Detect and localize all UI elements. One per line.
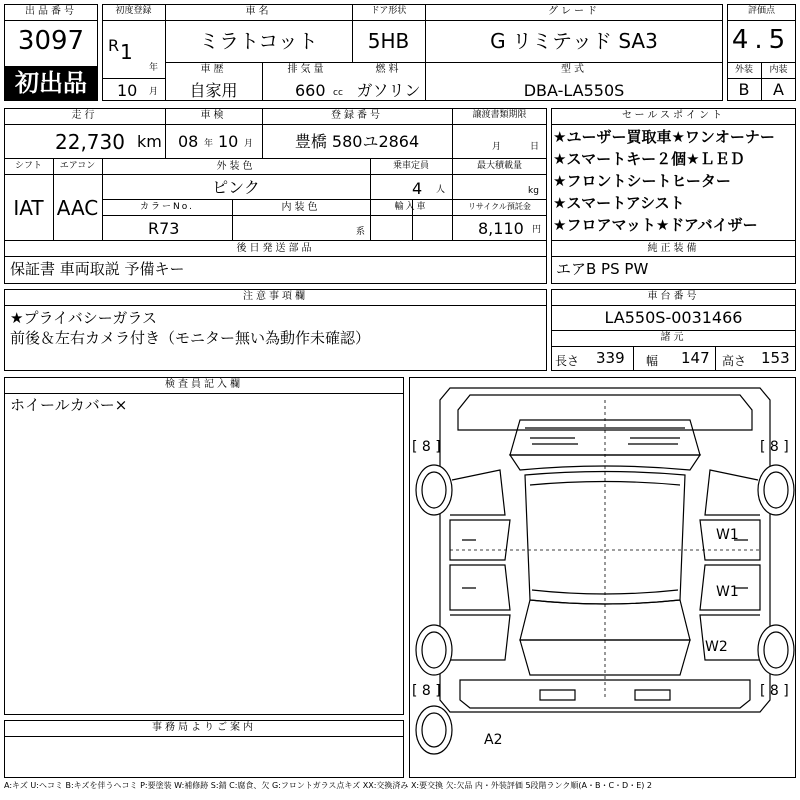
- lot-number: 3097: [17, 26, 85, 56]
- int-color-suffix: 系: [356, 227, 366, 237]
- left-rear-door: [450, 565, 510, 610]
- length-value: 339: [596, 349, 625, 367]
- notes-line-2: 前後＆左右カメラ付き（モニター無い為動作未確認）: [10, 329, 371, 347]
- inspector-note: ホイールカバー×: [10, 396, 128, 414]
- damage-mark-right-rear-door: W1: [716, 584, 739, 600]
- interior-header: 内装: [769, 65, 788, 75]
- door-header: ドア形状: [370, 6, 407, 16]
- ext-color-value: ピンク: [212, 178, 260, 197]
- int-color-header: 内装色: [281, 202, 321, 213]
- tire-tread-front-right: [ 8 ]: [760, 439, 789, 455]
- specs-header: 諸元: [660, 332, 687, 343]
- exterior-grade: B: [738, 80, 750, 99]
- damage-mark-rear-bumper: A2: [484, 732, 503, 748]
- damage-legend: A:キズ U:ヘコミ B:キズを伴うヘコミ P:要塗装 W:補修跡 S:錆 C:腐食、欠 G:フロントガラス点キズ XX:交換済み X:要交換 欠:欠品 内・外装評価 5段階ランク順(A・B・C・D・E) 2: [4, 781, 653, 790]
- first-reg-month-unit: 月: [149, 87, 159, 97]
- exterior-header: 外装: [734, 65, 753, 75]
- inspection-month-unit: 月: [244, 139, 254, 149]
- mileage-unit: km: [137, 132, 162, 151]
- sales-point-3: ★フロントシートヒーター: [553, 172, 731, 190]
- capacity-unit: 人: [436, 185, 446, 195]
- height-label: 高さ: [722, 354, 747, 368]
- inspection-year: 08: [178, 132, 199, 151]
- first-reg-month: 10: [117, 81, 138, 100]
- tire-tread-front-left: [ 8 ]: [412, 439, 441, 455]
- color-no-value: R73: [148, 219, 180, 238]
- inspection-header: 車検: [200, 110, 227, 121]
- fuel-value: ガソリン: [356, 81, 421, 100]
- shift-value: IAT: [13, 196, 44, 220]
- interior-grade: A: [773, 80, 784, 99]
- chassis-header: 車台番号: [647, 291, 700, 302]
- standard-equipment-value: エアB PS PW: [556, 260, 649, 278]
- displacement-value: 660: [295, 81, 326, 100]
- recycle-unit: 円: [532, 225, 542, 235]
- max-load-header: 最大積載量: [476, 161, 522, 171]
- inspection-year-unit: 年: [204, 139, 214, 149]
- length-label: 長さ: [555, 354, 580, 368]
- transfer-month-unit: 月: [492, 142, 502, 152]
- mileage-header: 走行: [71, 110, 98, 121]
- transfer-header: 譲渡書類期限: [472, 110, 527, 120]
- transfer-day-unit: 日: [530, 142, 540, 152]
- left-front-door: [450, 520, 510, 560]
- inspector-header: 検査員記入欄: [165, 379, 243, 390]
- sales-point-1: ★ユーザー買取車★ワンオーナー: [553, 128, 775, 146]
- sales-point-4: ★スマートアシスト: [553, 194, 685, 212]
- tire-tread-rear-left: [ 8 ]: [412, 683, 441, 699]
- sales-point-2: ★スマートキー２個★ＬＥＤ: [553, 150, 745, 168]
- grade-value: G リミテッド SA3: [490, 29, 658, 53]
- ac-value: AAC: [56, 196, 99, 220]
- model-code-value: DBA-LA550S: [523, 81, 625, 100]
- first-reg-year-unit: 年: [149, 63, 159, 73]
- first-reg-header: 初度登録: [115, 6, 152, 16]
- height-value: 153: [761, 349, 790, 367]
- tailgate: [520, 640, 690, 675]
- capacity-value: 4: [412, 179, 423, 198]
- mileage-value: 22,730: [55, 130, 125, 154]
- first-reg-year: 1: [120, 40, 133, 64]
- damage-mark-right-rear-quarter: W2: [705, 639, 728, 655]
- damage-mark-right-front-door: W1: [716, 527, 739, 543]
- inspection-month: 10: [218, 132, 239, 151]
- first-listing-badge: 初出品: [5, 66, 97, 100]
- office-header: 事務局よりご案内: [152, 722, 256, 733]
- shift-header: シフト: [14, 161, 42, 171]
- notes-line-1: ★プライバシーガラス: [10, 309, 157, 327]
- grade-header: グレード: [548, 6, 600, 17]
- width-label: 幅: [646, 354, 659, 368]
- sales-point-5: ★フロアマット★ドアバイザー: [553, 216, 758, 234]
- history-value: 自家用: [189, 81, 238, 100]
- ext-color-header: 外装色: [216, 161, 256, 172]
- standard-equipment-header: 純正装備: [647, 243, 700, 254]
- later-parts-value: 保証書 車両取説 予備キー: [10, 260, 185, 278]
- displacement-unit: cc: [333, 88, 343, 98]
- max-load-unit: kg: [528, 186, 539, 196]
- sales-points-header: セールスポイント: [621, 110, 726, 121]
- plate-header: 登録番号: [331, 110, 383, 121]
- recycle-header: リサイクル預託金: [468, 202, 531, 211]
- chassis-value: LA550S-0031466: [604, 308, 743, 327]
- model-code-header: 型式: [561, 64, 587, 75]
- later-parts-header: 後日発送部品: [236, 243, 315, 254]
- plate-value: 豊橋 580ユ2864: [294, 132, 420, 151]
- recycle-value: 8,110: [478, 219, 524, 238]
- fuel-header: 燃料: [375, 64, 402, 75]
- ac-header: エアコン: [59, 161, 96, 171]
- score-header: 評価点: [747, 6, 775, 16]
- capacity-header: 乗車定員: [392, 161, 429, 171]
- tire-tread-rear-right: [ 8 ]: [760, 683, 789, 699]
- door-type: 5HB: [367, 29, 410, 53]
- notes-header: 注意事項欄: [243, 291, 308, 302]
- import-header: 輸入車: [394, 202, 428, 212]
- car-name-header: 車名: [245, 6, 272, 17]
- history-header: 車歴: [200, 64, 227, 75]
- displacement-header: 排気量: [287, 64, 327, 75]
- car-name: ミラトコット: [199, 29, 318, 53]
- width-value: 147: [681, 349, 710, 367]
- first-reg-era: R: [108, 36, 120, 55]
- color-no-header: カラーNo.: [140, 202, 194, 212]
- lot-header: 出品番号: [25, 6, 77, 17]
- score-value: 4.5: [731, 25, 792, 55]
